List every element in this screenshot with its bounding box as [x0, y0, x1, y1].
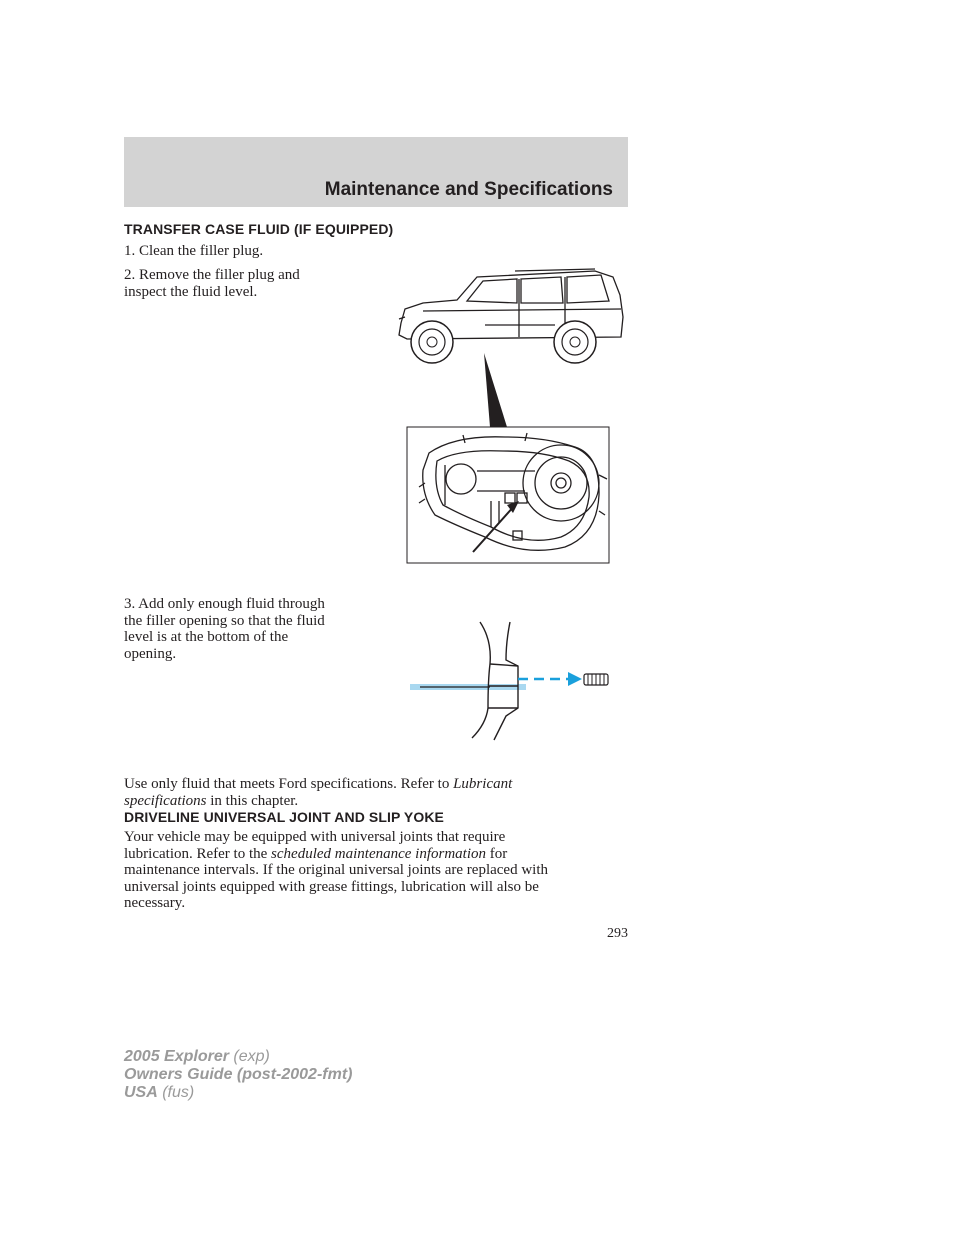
driveline-paragraph: Your vehicle may be equipped with universal joints that require lubrication. Refer to the scheduled maintenance information for maintenance intervals. If the original universal joints are replaced with universal joints equipped with grease fittings, lubrication will also be necessary. — [124, 829, 549, 911]
vehicle-transfer-case-illustration — [395, 265, 627, 567]
front-wheel-icon — [411, 321, 453, 363]
step-1-text: 1. Clean the filler plug. — [124, 243, 264, 259]
transfer-case-heading: TRANSFER CASE FLUID (IF EQUIPPED) — [124, 221, 394, 237]
fluid-spec-note: Use only fluid that meets Ford specifications. Refer to Lubricant specifications in this chapter. — [124, 776, 513, 809]
filler-plug-icon — [584, 674, 608, 685]
step-3-text: 3. Add only enough fluid through the filler opening so that the fluid level is at the bottom of the opening. — [124, 596, 325, 662]
rear-wheel-icon — [554, 321, 596, 363]
pointer-wedge — [484, 353, 507, 427]
document-footer: 2005 Explorer (exp) Owners Guide (post-2002-fmt) USA (fus) — [124, 1048, 353, 1101]
section-title: Maintenance and Specifications — [324, 179, 613, 200]
step-2-text: 2. Remove the filler plug and inspect the fluid level. — [124, 267, 300, 300]
driveline-heading: DRIVELINE UNIVERSAL JOINT AND SLIP YOKE — [124, 809, 444, 825]
blue-arrowhead-icon — [568, 672, 582, 686]
filler-plug-illustration — [410, 620, 612, 742]
page-number: 293 — [607, 926, 628, 941]
section-header-band — [124, 137, 628, 207]
